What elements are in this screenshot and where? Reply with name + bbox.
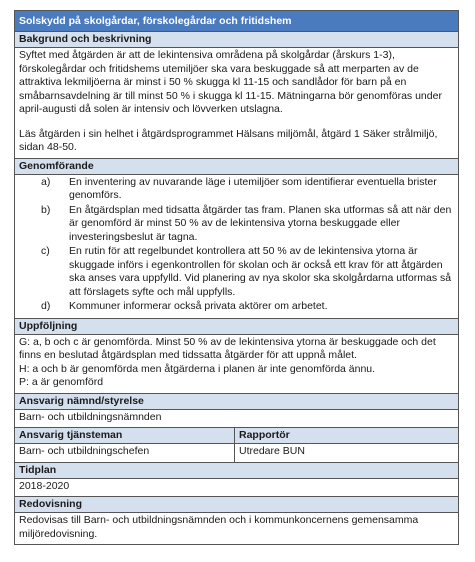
- list-item-letter: d): [41, 300, 51, 312]
- section-genomforande: [15, 159, 458, 319]
- list-item: [19, 300, 454, 314]
- list-item: [19, 176, 454, 203]
- list-item-text: Kommuner informerar också privata aktörer om arbetet.: [69, 300, 328, 312]
- tidplan-heading: Tidplan: [15, 463, 458, 479]
- uppfoljning-line-h: H: a och b är genomförda men åtgärderna i planen är inte genomförda ännu.: [19, 362, 376, 375]
- genomforande-body: [15, 175, 458, 318]
- section-ansvar-rapportor: [15, 428, 458, 463]
- rapportor-value: Utredare BUN: [235, 444, 458, 462]
- genomforande-list: [19, 176, 454, 314]
- list-item-text: En rutin för att regelbundet kontrollera att 50 % av de lekintensiva ytorna är skuggade införs i egenkontrollen för skolan och är också ett krav för att åtgärden ska anses vara uppfylld. Vid planering av nya skolor ska skolgårdarna utformas så att förslagets syfte och mål uppfylls.: [69, 245, 452, 298]
- uppfoljning-line-p: P: a är genomförd: [19, 376, 104, 388]
- section-bakgrund: [15, 32, 458, 159]
- list-item: [19, 245, 454, 299]
- ansvarig-tjansteman-cell: [15, 428, 235, 462]
- list-item-letter: b): [41, 203, 51, 216]
- section-uppfoljning: [15, 319, 458, 394]
- genomforande-heading: Genomförande: [15, 159, 458, 175]
- list-item-letter: a): [41, 175, 51, 188]
- list-item: [19, 204, 454, 245]
- measure-table: [14, 10, 459, 545]
- section-ansvarig-namnd: [15, 394, 458, 429]
- bakgrund-paragraph-1: Syftet med åtgärden är att de lekintensiva områdena på skolgårdar (årskurs 1-3), förskolegårdar och fritidshems utemiljöer ska vara beskuggade så att merparten av de attraktiva lekmiljöerna är minst i 50 % skugga kl 11-15 och sandlådor för barn på en småbarnsavdelning är till minst 50 % i skugga kl 11-15. Mätningarna bör genomföras under april-augusti då solen är intensiv och lövverken utslagna.: [19, 49, 442, 115]
- ansvarig-namnd-heading: Ansvarig nämnd/styrelse: [15, 394, 458, 410]
- section-redovisning: [15, 497, 458, 544]
- rapportor-cell: [235, 428, 458, 462]
- list-item-text: En åtgärdsplan med tidsatta åtgärder tas fram. Planen ska utformas så att när den är genomförd är minst 50 % av de lekintensiva ytorna beskuggade eller investeringsbeslut är tagna.: [69, 203, 452, 243]
- table-title: Solskydd på skolgårdar, förskolegårdar och fritidshem: [15, 11, 458, 32]
- bakgrund-paragraph-2: Läs åtgärden i sin helhet i åtgärdsprogrammet Hälsans miljömål, åtgärd 1 Säker strålmiljö, sidan 48-50.: [19, 127, 438, 153]
- uppfoljning-body: [15, 335, 458, 393]
- tidplan-value: 2018-2020: [15, 479, 458, 497]
- list-item-text: En inventering av nuvarande läge i utemiljöer som identifierar eventuella brister genomförs.: [69, 175, 437, 201]
- ansvarig-tjansteman-value: Barn- och utbildningschefen: [15, 444, 234, 462]
- bakgrund-heading: Bakgrund och beskrivning: [15, 32, 458, 48]
- uppfoljning-heading: Uppföljning: [15, 319, 458, 335]
- redovisning-heading: Redovisning: [15, 497, 458, 513]
- bakgrund-body: [15, 48, 458, 158]
- section-tidplan: [15, 463, 458, 498]
- rapportor-heading: Rapportör: [235, 428, 458, 444]
- ansvarig-namnd-value: Barn- och utbildningsnämnden: [15, 410, 458, 428]
- ansvarig-tjansteman-heading: Ansvarig tjänsteman: [15, 428, 234, 444]
- redovisning-value: Redovisas till Barn- och utbildningsnämnden och i kommunkoncernens gemensamma miljöredovisning.: [15, 513, 458, 544]
- uppfoljning-line-g: G: a, b och c är genomförda. Minst 50 % av de lekintensiva ytorna är beskuggade och det finns en beslutad åtgärdsplan med tidssatta åtgärder för att uppnå målet.: [19, 335, 436, 361]
- list-item-letter: c): [41, 245, 50, 257]
